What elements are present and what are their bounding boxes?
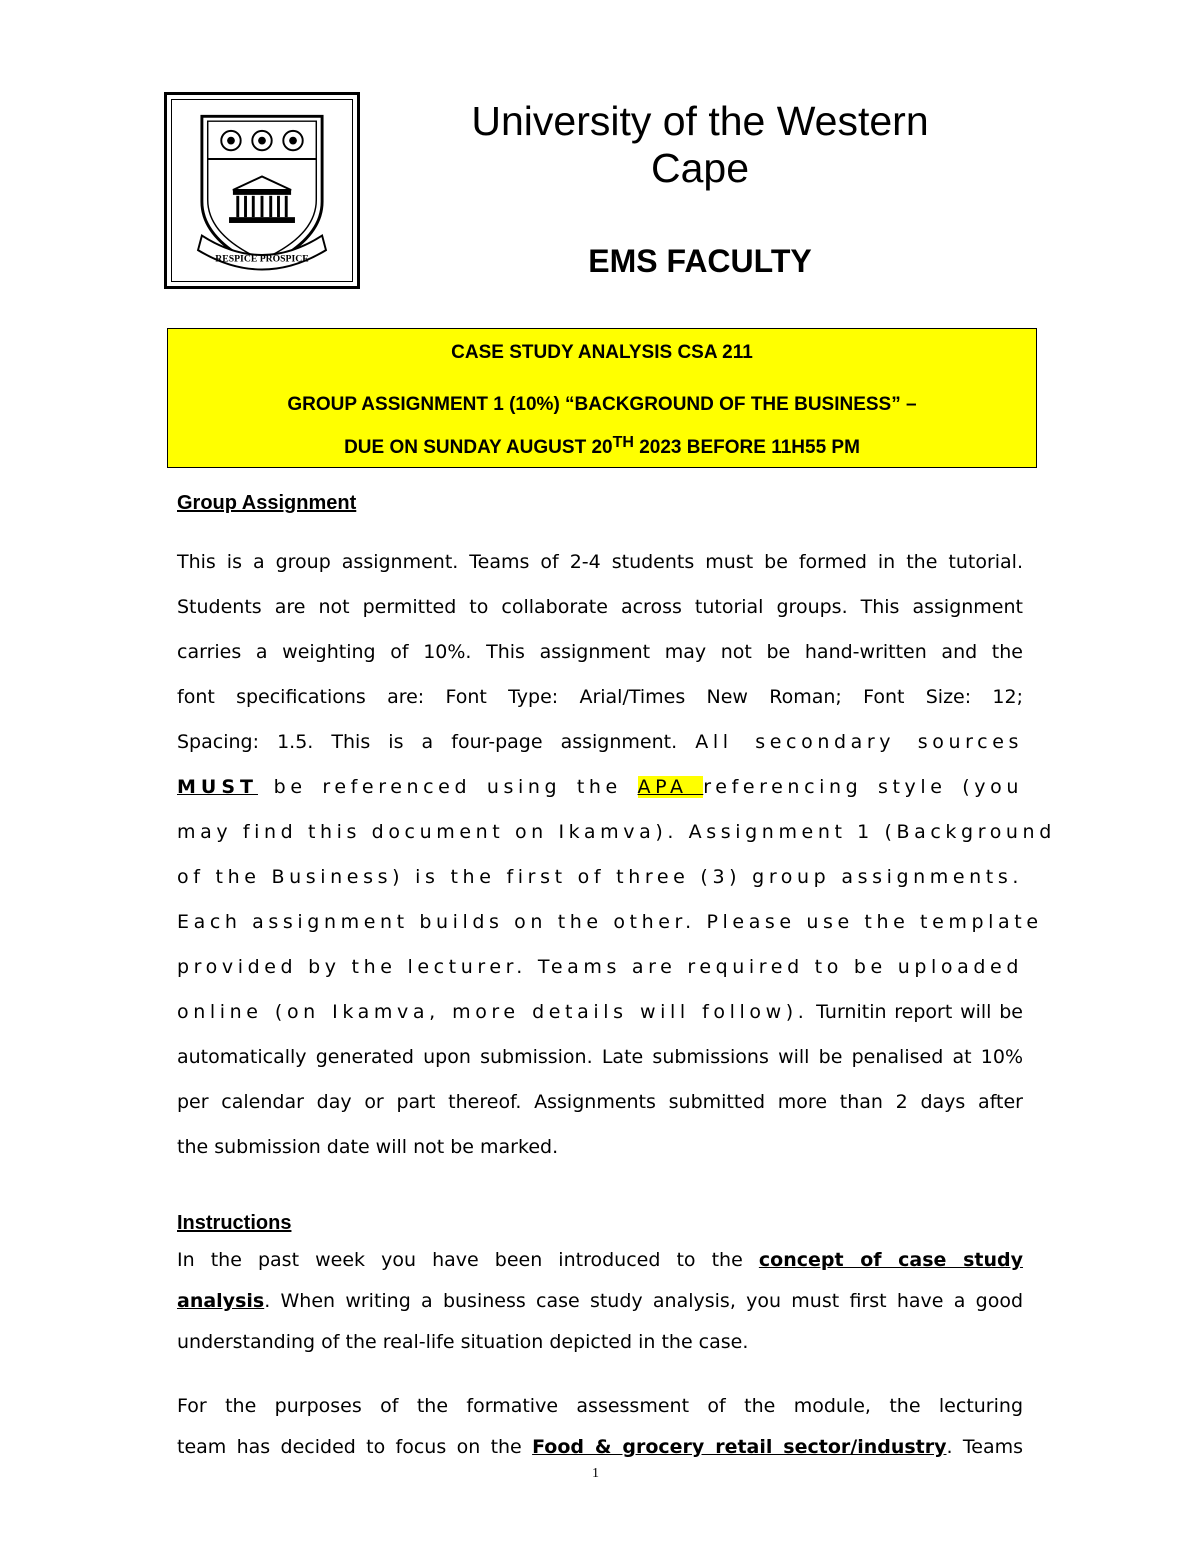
assignment-banner [167, 328, 1037, 468]
paragraph-line: understanding of the real-life situation depicted in the case. [177, 1331, 749, 1353]
concept-emphasis: concept of case study [758, 1249, 1023, 1271]
university-crest [164, 92, 360, 289]
university-title-line2: Cape [650, 145, 749, 191]
paragraph-line: provided by the lecturer. Teams are required to be uploaded [177, 956, 1023, 978]
paragraph-line: Each assignment builds on the other. Please use the template [177, 911, 1043, 933]
paragraph-line [177, 1240, 1023, 1281]
paragraph-line [177, 990, 1023, 1035]
paragraph-line: carries a weighting of 10%. This assignment may not be hand-written and the [177, 641, 1023, 663]
assignment-title: GROUP ASSIGNMENT 1 (10%) “BACKGROUND OF THE BUSINESS” – [287, 394, 917, 415]
paragraph-line: may find this document on Ikamva). Assignment 1 (Background [177, 821, 1056, 843]
paragraph-line: of the Business) is the first of three (3) group assignments. [177, 866, 1023, 888]
sector-emphasis: Food & grocery retail sector/industry [532, 1436, 947, 1458]
paragraph-line: font specifications are: Font Type: Arial/Times New Roman; Font Size: 12; [177, 686, 1023, 708]
paragraph-line: For the purposes of the formative assessment of the module, the lecturing [177, 1395, 1023, 1417]
paragraph-line [177, 1427, 1023, 1468]
instructions-paragraph-2 [177, 1386, 1023, 1468]
line-text: In the past week you have been introduced to the [177, 1249, 759, 1271]
due-date [168, 434, 1036, 459]
paragraph-line: This is a group assignment. Teams of 2-4 students must be formed in the tutorial. [177, 551, 1023, 573]
section-heading-group-assignment: Group Assignment [177, 492, 357, 514]
group-assignment-paragraph [177, 540, 1056, 1170]
must-emphasis: MUST [177, 776, 258, 798]
line-text-spaced: be referenced using the [257, 776, 638, 798]
instructions-paragraph-1 [177, 1240, 1023, 1363]
paragraph-line: the submission date will not be marked. [177, 1136, 559, 1158]
line-text: team has decided to focus on the [177, 1436, 533, 1458]
line-text-spaced: referencing style (you [703, 776, 1023, 798]
line-text: . When writing a business case study analysis, you must first have a good [264, 1290, 1023, 1312]
due-date-rest: 2023 BEFORE 11H55 PM [633, 437, 860, 458]
line-text-spaced: All secondary sources [695, 731, 1023, 753]
section-heading-instructions: Instructions [177, 1212, 292, 1234]
paragraph-line: per calendar day or part thereof. Assignments submitted more than 2 days after [177, 1091, 1023, 1113]
due-date-suffix: TH [612, 434, 634, 451]
paragraph-line: Students are not permitted to collaborate across tutorial groups. This assignment [177, 596, 1023, 618]
line-text: Turnitin report will be [808, 1001, 1023, 1023]
course-title: CASE STUDY ANALYSIS CSA 211 [451, 342, 753, 363]
paragraph-line [177, 720, 1023, 765]
faculty-name: EMS FACULTY [588, 243, 812, 279]
paragraph-line [177, 765, 1023, 810]
university-title [380, 98, 1020, 192]
apa-highlight: APA [637, 776, 704, 798]
page-number: 1 [592, 1466, 599, 1481]
paragraph-line [177, 1281, 1023, 1322]
crest-motto: RESPICE PROSPICE [215, 253, 309, 265]
university-title-line1: University of the Western [471, 98, 929, 144]
due-date-main: DUE ON SUNDAY AUGUST 20 [344, 437, 613, 458]
line-text: Spacing: 1.5. This is a four-page assignment. [177, 731, 678, 753]
analysis-emphasis: analysis [177, 1290, 265, 1312]
line-text-spaced: online (on Ikamva, more details will follow). [177, 1001, 809, 1023]
line-text: . Teams [946, 1436, 1023, 1458]
crest-shield-icon [167, 95, 357, 286]
paragraph-line: automatically generated upon submission. Late submissions will be penalised at 10% [177, 1046, 1023, 1068]
